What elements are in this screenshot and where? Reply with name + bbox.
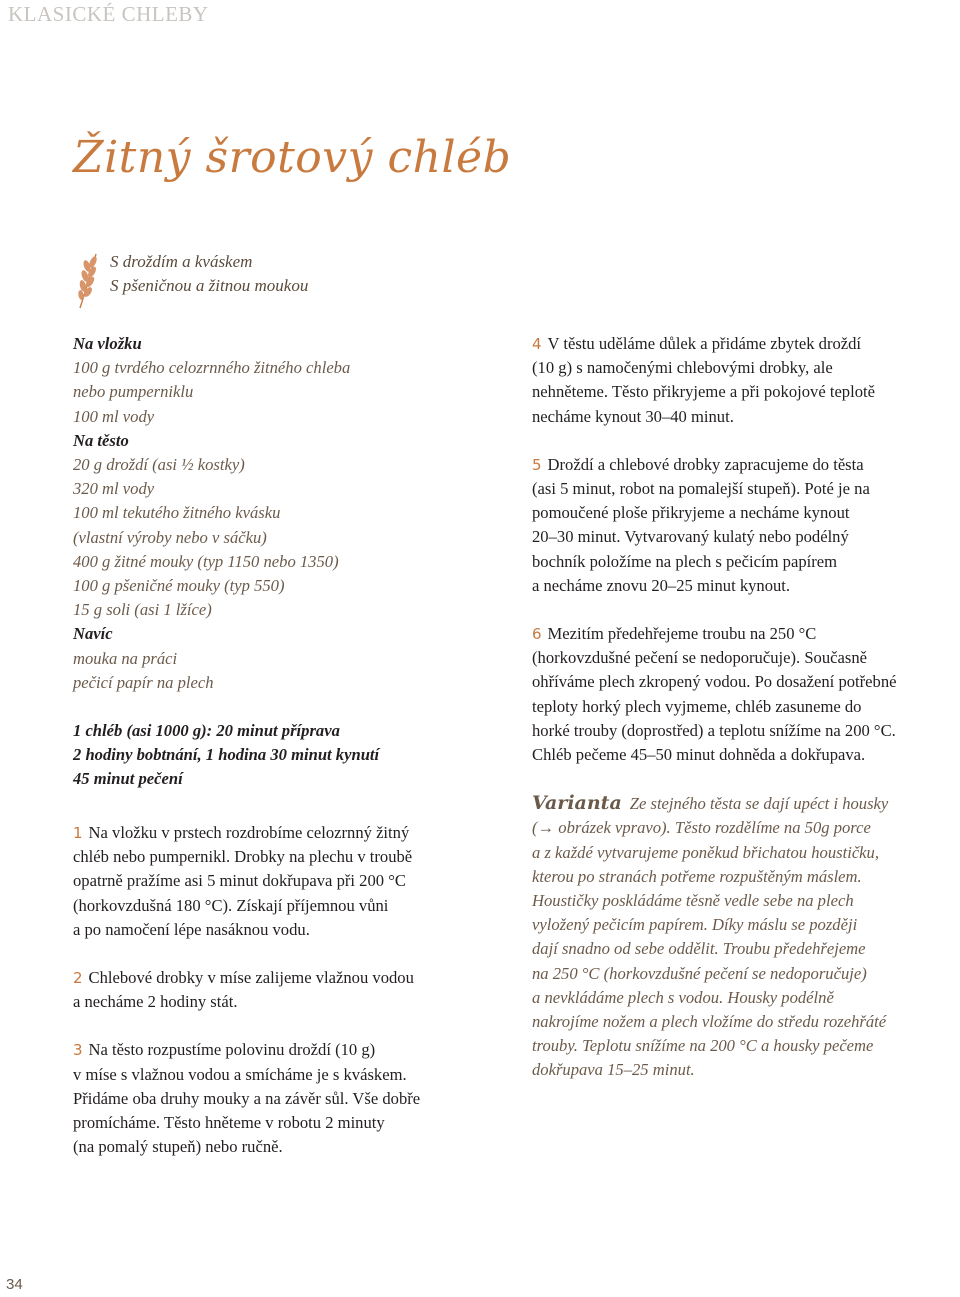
step-text: Chlebové drobky v míse zalijeme vlažnou vodou [88, 968, 414, 988]
step-2 [73, 966, 493, 1014]
step-line: (na pomalý stupeň) nebo ručně. [73, 1137, 283, 1157]
step-line: necháme kynout 30–40 minut. [532, 406, 734, 426]
step-line: (asi 5 minut, robot na pomalejší stupeň). Poté je na [532, 479, 870, 499]
step-line: a necháme 2 hodiny stát. [73, 992, 238, 1012]
ingredient-item: 100 ml vody [73, 406, 155, 426]
yield-info [73, 719, 493, 791]
step-text: Na vložku v prstech rozdrobíme celozrnný žitný [88, 823, 410, 843]
ingredient-item: 15 g soli (asi 1 lžíce) [73, 600, 212, 620]
variant-line: dokřupava 15–25 minut. [532, 1060, 695, 1080]
page-number: 34 [6, 1276, 23, 1293]
step-number: 3 [73, 1041, 83, 1060]
yield-line: 1 chléb (asi 1000 g): 20 minut příprava [73, 721, 340, 741]
step-6 [532, 622, 960, 767]
ingredient-section-heading: Navíc [73, 624, 113, 644]
step-3 [73, 1038, 493, 1159]
variant-line: Houstičky poskládáme těsně vedle sebe na plech [532, 891, 854, 911]
variant-line: dají snadno od sebe oddělit. Troubu předehřejeme [532, 939, 866, 959]
step-line [532, 622, 960, 646]
step-line: (10 g) s namočenými chlebovými drobky, ale [532, 358, 833, 378]
step-line [73, 1038, 493, 1062]
step-line: (horkovzdušné pečení se nedoporučuje). Současně [532, 648, 867, 668]
variant-line: na 250 °C (horkovzdušné pečení se nedoporučuje) [532, 963, 867, 983]
step-number: 6 [532, 625, 542, 644]
step-line: a po namočení lépe nasáknou vodu. [73, 919, 310, 939]
ingredient-section-heading: Na vložku [73, 334, 142, 353]
step-number: 2 [73, 969, 83, 988]
variant-line: vyložený pečicím papírem. Díky máslu se později [532, 915, 858, 935]
variant-line: (→ obrázek vpravo). Těsto rozdělíme na 50g porce [532, 818, 871, 838]
subtitle-line: S droždím a kváskem [110, 252, 253, 271]
ingredient-item: pečicí papír na plech [73, 672, 214, 692]
ingredient-item: (vlastní výroby nebo v sáčku) [73, 527, 267, 547]
variant-line: nakrojíme nožem a plech vložíme do středu rozehřáté [532, 1012, 887, 1032]
step-line: a necháme znovu 20–25 minut kynout. [532, 575, 791, 595]
steps-left [73, 821, 493, 1159]
step-number: 4 [532, 335, 542, 353]
variant-text: Ze stejného těsta se dají upéct i housky [629, 794, 889, 814]
variant-box [532, 791, 960, 1082]
ingredient-item: nebo pumperniklu [73, 382, 194, 402]
ingredient-item: 20 g droždí (asi ½ kostky) [73, 455, 245, 475]
variant-label: Varianta [532, 792, 622, 815]
step-line: chléb nebo pumpernikl. Drobky na plechu v troubě [73, 847, 413, 867]
variant-line: a nevkládáme plech s vodou. Housky podélně [532, 987, 834, 1007]
section-header: KLASICKÉ CHLEBY [8, 2, 209, 26]
recipe-title: Žitný šrotový chléb [73, 132, 512, 183]
step-line: opatrně pražíme asi 5 minut dokřupava při 200 °C [73, 871, 406, 891]
ingredient-item: 100 g pšeničné mouky (typ 550) [73, 576, 285, 596]
ingredient-item: 100 ml tekutého žitného kvásku [73, 503, 281, 523]
step-line: nehněteme. Těsto přikryjeme a při pokojové teplotě [532, 382, 875, 402]
yield-line: 2 hodiny bobtnání, 1 hodina 30 minut kynutí [73, 745, 380, 765]
ingredient-item: 320 ml vody [73, 479, 155, 499]
step-line: promícháme. Těsto hněteme v robotu 2 minuty [73, 1113, 385, 1133]
ingredient-list [73, 332, 493, 695]
step-line [73, 966, 493, 990]
step-line [532, 453, 960, 477]
variant-line: a z každé vytvarujeme poněkud břichatou houstičku, [532, 842, 879, 862]
step-line: 20–30 minut. Vytvarovaný kulatý nebo podélný [532, 527, 849, 547]
recipe-subtitle [110, 250, 308, 298]
yield-line: 45 minut pečení [73, 769, 183, 789]
right-column [532, 332, 960, 1083]
step-line: horké trouby (doprostřed) a teplotu snížíme na 200 °C. [532, 720, 896, 740]
step-line: (horkovzdušná 180 °C). Získají příjemnou vůni [73, 895, 389, 915]
step-text: Na těsto rozpustíme polovinu droždí (10 g) [88, 1040, 376, 1060]
step-line [532, 332, 960, 356]
step-line: Přidáme oba druhy mouky a na závěr sůl. Vše dobře [73, 1088, 421, 1108]
ingredient-item: mouka na práci [73, 648, 178, 668]
step-text: Droždí a chlebové drobky zapracujeme do těsta [547, 454, 864, 474]
wheat-icon [72, 250, 104, 310]
step-4 [532, 332, 960, 429]
step-line: teploty horký plech vyjmeme, chléb zasuneme do [532, 696, 862, 716]
steps-right [532, 332, 960, 767]
subtitle-line: S pšeničnou a žitnou moukou [110, 276, 309, 295]
step-1 [73, 821, 493, 942]
step-line: pomoučené ploše přikryjeme a necháme kynout [532, 503, 850, 523]
step-line: bochník položíme na plech s pečicím papírem [532, 551, 838, 571]
variant-line: kterou po stranách potřeme rozpuštěným máslem. [532, 866, 862, 886]
step-text: V těstu uděláme důlek a přidáme zbytek droždí [547, 334, 862, 353]
ingredient-section-heading: Na těsto [73, 430, 129, 450]
step-line: Chléb pečeme 45–50 minut dohněda a dokřupava. [532, 745, 866, 765]
step-line: ohříváme plech zkropený vodou. Po dosažení potřebné [532, 672, 897, 692]
step-line: v míse s vlažnou vodou a smícháme je s kváskem. [73, 1064, 407, 1084]
variant-first-line [532, 791, 960, 816]
step-5 [532, 453, 960, 598]
step-text: Mezitím předehřejeme troubu na 250 °C [547, 624, 817, 644]
step-line [73, 821, 493, 845]
ingredient-item: 100 g tvrdého celozrnného žitného chleba [73, 358, 351, 378]
left-column [73, 332, 493, 1159]
variant-line: trouby. Teplotu snížíme na 200 °C a housky pečeme [532, 1036, 874, 1056]
ingredient-item: 400 g žitné mouky (typ 1150 nebo 1350) [73, 551, 339, 571]
step-number: 5 [532, 455, 542, 474]
step-number: 1 [73, 824, 83, 843]
